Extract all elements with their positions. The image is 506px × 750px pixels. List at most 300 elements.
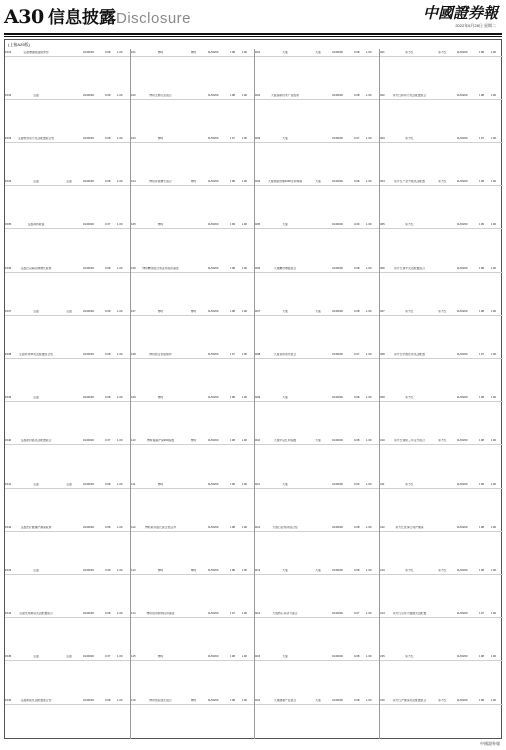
table-cell: 宝盈先进制造灵活配置混合 [19,612,53,616]
table-cell: 1.00 [490,439,496,443]
table-cell: 01/00/00 [332,439,343,443]
table-cell: 1.00 [366,482,372,486]
table-cell: 1.00 [117,180,123,184]
table-row [5,308,130,314]
table-row [5,222,130,228]
table-cell: 01/00/00 [83,309,94,313]
table-cell: 宝盈鸿利收益 [27,223,45,227]
table-row [379,179,504,185]
table-cell: 宝盈 [33,568,39,572]
table-cell: 01/00/00 [332,180,343,184]
table-row [254,654,379,660]
table-cell: 3215 [254,655,261,659]
table-cell: 4315 [378,655,385,659]
table-cell: 0.08 [105,525,111,529]
table-cell: 01/00/00 [207,396,219,400]
table-cell: 1.00 [366,93,372,97]
table-row [254,222,379,228]
table-cell: 0.09 [229,223,235,227]
table-cell: 1.00 [117,698,123,702]
table-cell: 大成财富管理2020生命周期 [267,180,303,184]
table-cell: 1.00 [241,223,247,227]
table-cell: 3216 [254,698,261,702]
table-cell: 01/00/00 [332,352,343,356]
table-cell: 0.07 [229,352,235,356]
table-row [130,481,255,487]
table-row [254,92,379,98]
table-cell: 宝盈 [33,180,39,184]
table-cell: 4309 [378,396,385,400]
table-cell: 1.00 [241,482,247,486]
table-row [379,611,504,617]
table-row [379,49,504,55]
column-separator [254,49,255,739]
table-row [254,524,379,530]
table-cell: 01/00/00 [332,93,343,97]
table-cell: 1.00 [241,309,247,313]
table-cell: 01/00/00 [456,612,468,616]
table-row [254,481,379,487]
table-cell: 01/00/00 [207,612,219,616]
table-cell: 东方红睿丰灵活配置混合 [394,266,425,270]
table-cell: 01/00/00 [207,439,219,443]
table-cell: 1.00 [117,136,123,140]
table-cell: 0.09 [105,568,111,572]
table-row [379,654,504,660]
table-cell: 1.00 [241,180,247,184]
table-cell: 3201 [254,50,261,54]
table-cell: 3207 [254,309,261,313]
table-cell: 4311 [378,482,385,486]
table-cell: 2111 [129,482,136,486]
table-cell: 1.00 [241,396,247,400]
table-cell: 01/00/00 [456,93,468,97]
table-cell: 0.08 [478,266,484,270]
table-cell: 东方红 [405,136,414,140]
table-cell: 宝盈 [66,655,72,659]
table-cell: 1.00 [490,266,496,270]
table-row [379,438,504,444]
table-cell: 01/00/00 [332,698,343,702]
table-cell: 01/00/00 [207,655,219,659]
table-cell: 2106 [129,266,136,270]
table-cell: 0.08 [478,309,484,313]
table-row [130,395,255,401]
table-cell: 1.00 [490,309,496,313]
table-cell: 博时 [157,396,164,400]
table-cell: 东方红睿阳三年定开混合 [394,439,425,443]
table-cell: 01/00/00 [332,396,343,400]
table-cell: 大成 [315,568,321,572]
table-cell: 大成 [315,309,321,313]
table-cell: 东方红 [405,223,414,227]
table-row [379,351,504,357]
table-cell: 1534 [5,180,12,184]
table-cell: 1.00 [366,525,372,529]
table-cell: 1.00 [366,612,372,616]
table-cell: 大成高新技术产业股票 [271,93,299,97]
header-rule-thin [4,36,502,37]
table-cell: 1.00 [117,482,123,486]
table-cell: 东方红 [438,309,447,313]
table-row [130,438,255,444]
table-cell: 01/00/00 [207,223,219,227]
table-cell: 1.00 [490,525,496,529]
table-cell: 大成 [282,136,288,140]
table-cell: 东方红 [438,180,447,184]
table-cell: 1532 [5,93,12,97]
table-cell: 大成 [282,309,288,313]
table-cell: 01/00/00 [332,223,343,227]
table-cell: 3206 [254,266,261,270]
table-cell: 0.08 [229,180,235,184]
table-cell: 宝盈 [66,482,72,486]
table-cell: 1.00 [241,698,247,702]
table-cell: 大成行业轮动混合型 [272,525,298,529]
table-cell: 大成 [315,439,321,443]
table-cell: 4306 [378,266,385,270]
table-cell: 1.00 [490,698,496,702]
table-cell: 大成精选增值混合 [273,266,297,270]
table-cell: 01/00/00 [207,180,219,184]
table-row [5,481,130,487]
table-cell: 3212 [254,525,261,529]
table-cell: 0.09 [105,309,111,313]
table-cell: 0.08 [354,180,360,184]
table-cell: 0.08 [354,525,360,529]
table-row [130,265,255,271]
table-cell: 0.08 [478,180,484,184]
newspaper-logo: 中國證券報 [422,4,498,22]
table-cell: 01/00/00 [207,352,219,356]
table-cell: 大成核心双动力混合 [272,612,298,616]
table-cell: 博时价值增长混合 [149,180,172,184]
table-row [5,654,130,660]
table-cell: 0.08 [354,396,360,400]
table-cell: 0.08 [354,698,360,702]
table-row [5,611,130,617]
table-cell: 4316 [378,698,385,702]
table-column-block [5,49,130,739]
table-cell: 博时 [190,568,197,572]
table-cell: 01/00/00 [456,136,468,140]
table-cell: 1.00 [366,396,372,400]
table-cell: 博时 [157,655,164,659]
table-row [130,611,255,617]
table-cell: 0.08 [105,396,111,400]
table-cell: 01/00/00 [83,50,94,54]
table-cell: 大成景阳领先混合 [273,352,297,356]
table-cell: 01/00/00 [332,266,343,270]
table-cell: 2105 [129,223,136,227]
table-cell: 1535 [5,223,12,227]
table-cell: 东方红 [405,655,414,659]
table-cell: 0.08 [105,352,111,356]
table-row [254,265,379,271]
table-cell: 0.08 [105,136,111,140]
table-cell: 1.00 [490,396,496,400]
table-cell: 1.00 [490,136,496,140]
table-cell: 01/00/00 [83,136,94,140]
table-row [379,481,504,487]
table-cell: 0.08 [478,396,484,400]
table-cell: 01/00/00 [83,439,94,443]
table-cell: 东方红 [405,396,414,400]
table-cell: 0.07 [478,612,484,616]
table-row [254,567,379,573]
table-cell: 1541 [5,482,12,486]
table-cell: 1533 [5,136,12,140]
table-cell: 4307 [378,309,385,313]
table-cell: 大成 [282,396,288,400]
column-separator [379,49,380,739]
table-cell: 2115 [129,655,136,659]
table-cell: 0.08 [354,50,360,54]
table-row [379,697,504,703]
table-row [379,567,504,573]
table-cell: 01/00/00 [456,698,468,702]
table-cell: 1.00 [117,439,123,443]
table-cell: 01/00/00 [83,266,94,270]
table-column-block [130,49,255,739]
disclosure-table [4,39,502,739]
table-cell: 1.00 [490,50,496,54]
table-row [5,49,130,55]
table-cell: 0.07 [478,136,484,140]
table-row [5,135,130,141]
table-row [254,351,379,357]
table-cell: 0.08 [478,568,484,572]
table-cell: 2109 [129,396,136,400]
table-caption: (上接A29版) [8,42,30,47]
table-cell: 大成 [282,482,288,486]
table-cell: 东方红优享红利沪港深 [395,525,424,529]
table-cell: 3202 [254,93,261,97]
table-row [379,308,504,314]
table-cell: 2110 [129,439,136,443]
table-cell: 东方红产业升级灵活配置 [394,180,425,184]
table-cell: 01/00/00 [83,698,94,702]
table-row [379,395,504,401]
table-row [5,697,130,703]
table-cell: 宝盈 [66,180,72,184]
section-title-en: Disclosure [116,10,192,27]
table-cell: 3210 [254,439,261,443]
table-cell: 1543 [5,568,12,572]
table-cell: 3204 [254,180,261,184]
table-cell: 01/00/00 [207,525,219,529]
table-cell: 0.08 [354,309,360,313]
table-row [379,265,504,271]
table-row [5,351,130,357]
table-cell: 1.00 [117,525,123,529]
table-row [130,567,255,573]
table-cell: 01/00/00 [456,396,468,400]
header-rule-thick [4,33,502,35]
table-cell: 1.00 [366,698,372,702]
table-cell: 0.07 [229,136,235,140]
table-cell: 4314 [378,612,385,616]
table-cell: 01/00/00 [83,612,94,616]
table-cell: 1.00 [490,655,496,659]
table-cell: 2112 [129,525,136,529]
table-cell: 博时 [190,698,197,702]
page-number: A30 [4,6,44,28]
table-cell: 0.08 [229,655,235,659]
table-cell: 博时 [157,309,164,313]
table-cell: 博时 [157,136,164,140]
table-cell: 0.08 [229,525,235,529]
table-cell: 0.08 [105,612,111,616]
section-title-cn: 信息披露 [48,8,116,28]
table-cell: 1536 [5,266,12,270]
table-cell: 0.09 [105,93,111,97]
table-row [379,135,504,141]
table-cell: 东方红 [405,50,414,54]
table-cell: 0.07 [105,439,111,443]
table-cell: 0.08 [478,655,484,659]
table-cell: 1.00 [366,568,372,572]
table-cell: 1.00 [117,568,123,572]
table-cell: 1.00 [117,655,123,659]
table-cell: 宝盈科技30灵活配置混合型 [19,352,53,356]
table-row [130,135,255,141]
table-cell: 0.08 [229,396,235,400]
table-cell: 01/00/00 [332,568,343,572]
table-row [254,438,379,444]
table-cell: 宝盈医疗健康沪港深股票 [20,525,52,529]
table-cell: 1.00 [117,612,123,616]
table-cell: 0.09 [229,482,235,486]
table-cell: 0.08 [354,439,360,443]
table-cell: 0.09 [478,223,484,227]
table-cell: 01/00/00 [456,352,468,356]
table-cell: 1.00 [490,612,496,616]
table-cell: 博时信用债券投资基金 [146,612,175,616]
table-cell: 01/00/00 [456,655,468,659]
table-cell: 东方红 [438,568,447,572]
table-cell: 01/00/00 [83,180,94,184]
table-cell: 0.09 [354,482,360,486]
table-cell: 01/00/00 [207,568,219,572]
table-cell: 1.00 [366,266,372,270]
table-cell: 0.08 [105,180,111,184]
table-cell: 3208 [254,352,261,356]
table-cell: 宝盈 [33,655,39,659]
table-cell: 0.08 [229,93,235,97]
table-cell: 博时 [157,50,164,54]
table-cell: 1538 [5,352,12,356]
table-cell: 4308 [378,352,385,356]
table-cell: 1.00 [241,266,247,270]
table-cell: 0.08 [478,525,484,529]
table-cell: 01/00/00 [456,223,468,227]
table-cell: 东方红中国优势灵活配置 [394,352,425,356]
table-cell: 0.08 [478,698,484,702]
table-cell: 01/00/00 [332,50,343,54]
table-cell: 大成 [315,50,321,54]
table-row [5,265,130,271]
table-cell: 东方红 [405,309,414,313]
table-cell: 3211 [254,482,261,486]
table-cell: 博时主题行业混合 [149,93,172,97]
table-row [5,92,130,98]
table-cell: 1544 [5,612,12,616]
table-row [254,49,379,55]
table-cell: 0.08 [354,655,360,659]
table-cell: 东方红 [438,698,447,702]
table-cell: 01/00/00 [456,309,468,313]
table-cell: 东方红 [405,482,414,486]
table-cell: 1.00 [117,352,123,356]
table-cell: 1.00 [366,352,372,356]
table-cell: 01/00/00 [83,525,94,529]
table-cell: 0.07 [105,223,111,227]
masthead [4,6,502,30]
table-cell: 1.00 [366,136,372,140]
table-cell: 01/00/00 [207,482,219,486]
table-cell: 0.07 [229,612,235,616]
table-cell: 0.08 [478,50,484,54]
table-cell: 1537 [5,309,12,313]
table-cell: 1.00 [490,180,496,184]
table-cell: 1.00 [117,223,123,227]
table-cell: 1.00 [366,309,372,313]
table-cell: 4313 [378,568,385,572]
table-cell: 01/00/00 [456,482,468,486]
table-cell: 1.00 [366,439,372,443]
table-cell: 01/00/00 [83,568,94,572]
table-cell: 东方红京东大数据灵活配置 [392,612,427,616]
table-cell: 3209 [254,396,261,400]
table-cell: 01/00/00 [332,655,343,659]
table-cell: 0.08 [478,439,484,443]
table-row [254,179,379,185]
table-cell: 博时 [190,309,197,313]
table-cell: 1.00 [241,136,247,140]
table-cell: 1.00 [241,93,247,97]
table-row [379,92,504,98]
table-cell: 01/00/00 [207,50,219,54]
table-cell: 1.00 [117,50,123,54]
table-row [379,524,504,530]
table-row [130,222,255,228]
table-cell: 01/00/00 [332,136,343,140]
table-cell: 1.00 [241,525,247,529]
table-row [130,697,255,703]
table-cell: 1.00 [366,223,372,227]
table-cell: 博时裕富沪深300指数 [146,439,175,443]
table-cell: 01/00/00 [83,93,94,97]
table-cell: 大成中证红利指数 [273,439,297,443]
table-cell: 博时精选混合型证券投资基金 [142,266,179,270]
table-cell: 宝盈 [33,93,39,97]
column-separator [130,49,131,739]
table-cell: 1540 [5,439,12,443]
table-cell: 0.07 [105,655,111,659]
table-cell: 博时 [190,50,197,54]
table-cell: 2102 [129,93,136,97]
table-cell: 1545 [5,655,12,659]
table-row [254,308,379,314]
table-cell: 4302 [378,93,385,97]
table-row [5,524,130,530]
table-cell: 3205 [254,223,261,227]
issue-date: 2022年6月28日 星期二 [455,23,496,28]
table-cell: 博时新兴成长混合型证券 [145,525,176,529]
table-cell: 宝盈新价值灵活配置混合 [20,439,52,443]
table-cell: 0.07 [354,612,360,616]
